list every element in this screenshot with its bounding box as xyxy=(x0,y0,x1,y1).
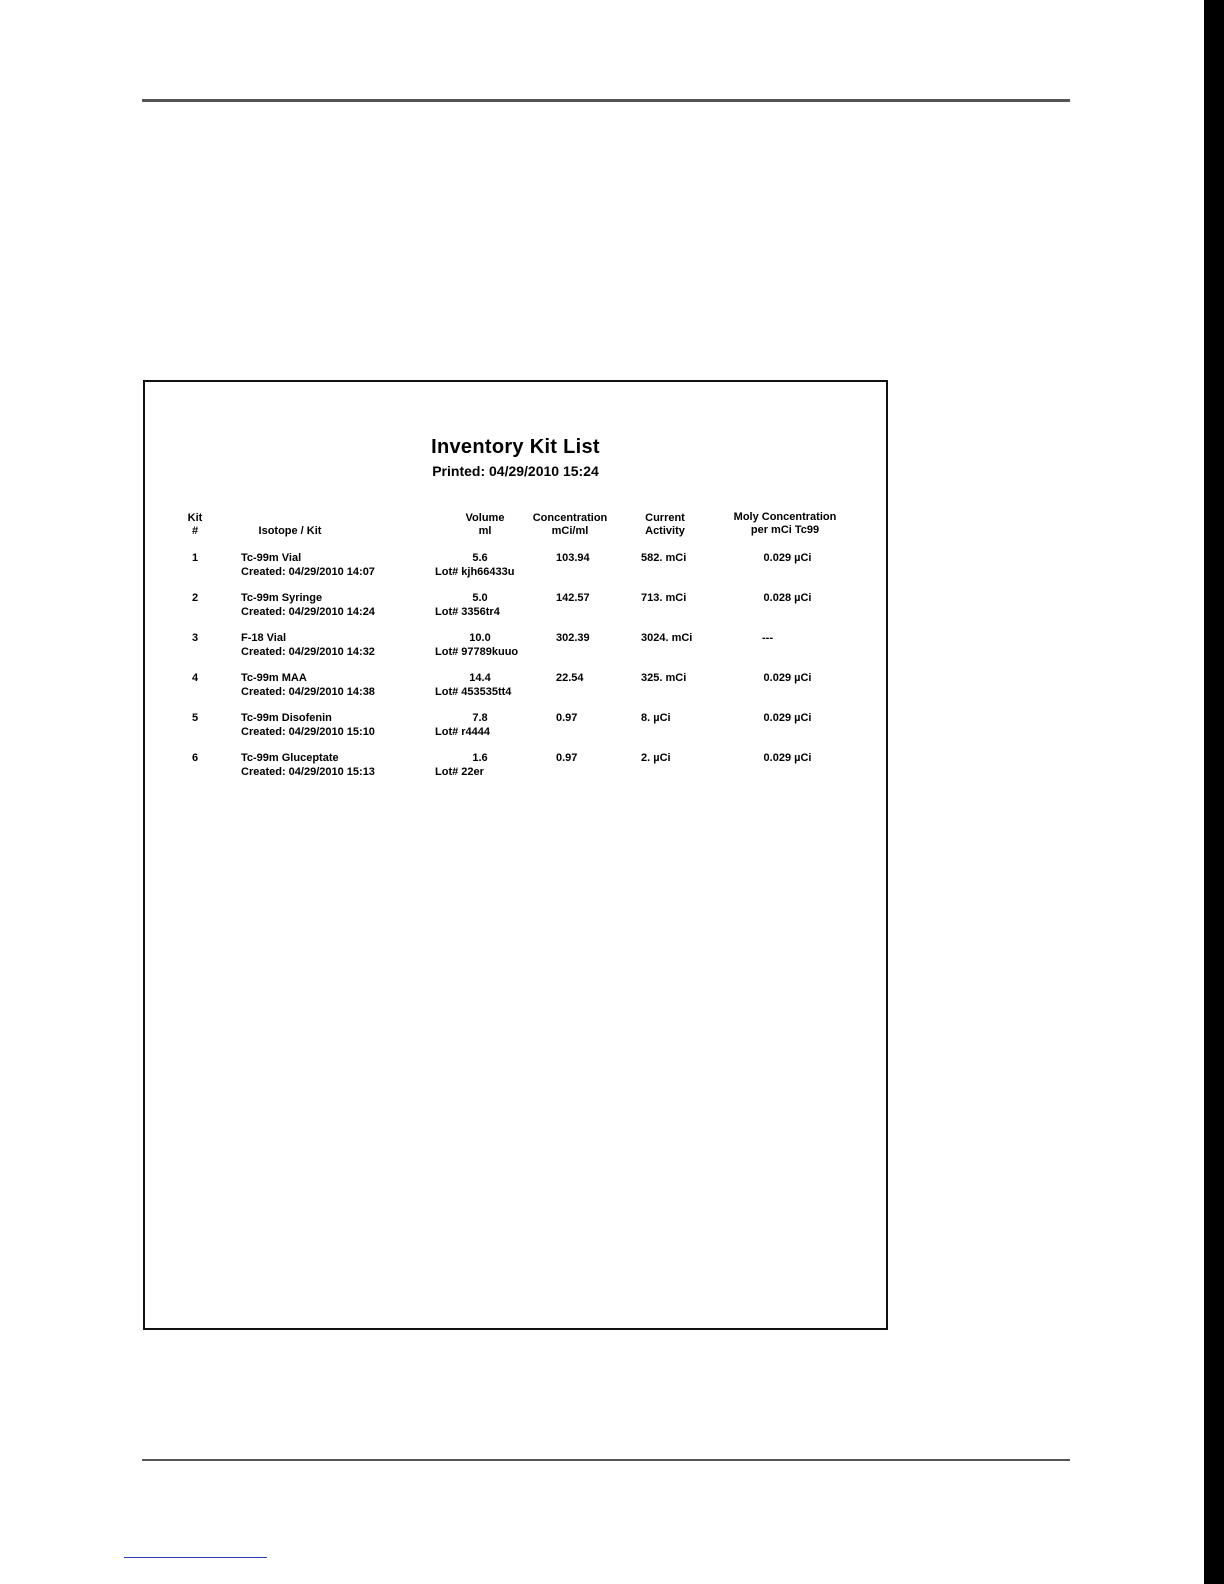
row-3-created: Created: 04/29/2010 14:32 xyxy=(241,646,375,658)
row-4-created: Created: 04/29/2010 14:38 xyxy=(241,686,375,698)
header-current-activity xyxy=(625,512,705,538)
header-kit-line1: Kit xyxy=(187,512,203,524)
header-kit-line2: # xyxy=(191,525,199,537)
row-4-volume: 14.4 xyxy=(469,672,491,684)
row-2-kit-number: 2 xyxy=(191,592,199,604)
row-3-moly: --- xyxy=(762,632,773,644)
row-6-activity: 2. µCi xyxy=(641,752,671,764)
row-6-lot: Lot# 22er xyxy=(435,766,484,778)
row-5-created: Created: 04/29/2010 15:10 xyxy=(241,726,375,738)
printed-timestamp: Printed: 04/29/2010 15:24 xyxy=(432,463,599,479)
row-5-activity: 8. µCi xyxy=(641,712,671,724)
row-5-kit-name: Tc-99m Disofenin xyxy=(241,712,332,724)
row-1-kit-number: 1 xyxy=(191,552,199,564)
row-2-activity: 713. mCi xyxy=(641,592,687,604)
row-3-volume: 10.0 xyxy=(469,632,491,644)
header-moly-concentration xyxy=(720,511,850,537)
page-edge-bar xyxy=(1204,0,1224,1584)
row-6-kit-name: Tc-99m Gluceptate xyxy=(241,752,339,764)
row-3-kit-number: 3 xyxy=(191,632,199,644)
row-2-concentration: 142.57 xyxy=(556,592,590,604)
row-1-created: Created: 04/29/2010 14:07 xyxy=(241,566,375,578)
header-volume-line1: Volume xyxy=(465,512,505,524)
row-3-concentration: 302.39 xyxy=(556,632,590,644)
header-conc-line1: Concentration xyxy=(532,512,608,524)
row-2-lot: Lot# 3356tr4 xyxy=(435,606,500,618)
row-6-concentration: 0.97 xyxy=(556,752,578,764)
header-volume-line2: ml xyxy=(478,525,492,537)
row-6-created: Created: 04/29/2010 15:13 xyxy=(241,766,375,778)
inventory-printout xyxy=(143,380,888,1330)
row-1-moly: 0.029 µCi xyxy=(763,552,812,564)
header-conc-line2: mCi/ml xyxy=(551,525,589,537)
row-1-volume: 5.6 xyxy=(472,552,488,564)
row-2-volume: 5.0 xyxy=(472,592,488,604)
header-activity-line2: Activity xyxy=(645,525,685,537)
row-1-concentration: 103.94 xyxy=(556,552,590,564)
row-6-kit-number: 6 xyxy=(191,752,199,764)
header-kit-number xyxy=(175,512,215,538)
row-4-lot: Lot# 453535tt4 xyxy=(435,686,512,698)
header-moly-line2: per mCi Tc99 xyxy=(750,524,820,536)
report-title: Inventory Kit List xyxy=(431,436,600,458)
row-3-activity: 3024. mCi xyxy=(641,632,693,644)
row-2-kit-name: Tc-99m Syringe xyxy=(241,592,323,604)
row-5-concentration: 0.97 xyxy=(556,712,578,724)
row-6-volume: 1.6 xyxy=(472,752,488,764)
row-2-moly: 0.028 µCi xyxy=(763,592,812,604)
footer-rule xyxy=(142,1459,1070,1461)
row-4-moly: 0.029 µCi xyxy=(763,672,812,684)
header-concentration xyxy=(520,512,620,538)
row-2-created: Created: 04/29/2010 14:24 xyxy=(241,606,375,618)
row-1-activity: 582. mCi xyxy=(641,552,687,564)
header-activity-line1: Current xyxy=(645,512,685,524)
row-5-moly: 0.029 µCi xyxy=(763,712,812,724)
row-4-concentration: 22.54 xyxy=(556,672,584,684)
header-moly-line1: Moly Concentration xyxy=(733,511,837,523)
header-volume xyxy=(450,512,520,538)
footer-link-underline[interactable] xyxy=(124,1557,267,1558)
header-isotope-kit xyxy=(235,525,345,538)
row-5-kit-number: 5 xyxy=(191,712,199,724)
row-5-volume: 7.8 xyxy=(472,712,488,724)
row-5-lot: Lot# r4444 xyxy=(435,726,491,738)
row-6-moly: 0.029 µCi xyxy=(763,752,812,764)
row-1-kit-name: Tc-99m Vial xyxy=(241,552,302,564)
row-3-kit-name: F-18 Vial xyxy=(241,632,287,644)
row-1-lot: Lot# kjh66433u xyxy=(435,566,515,578)
row-4-kit-name: Tc-99m MAA xyxy=(241,672,307,684)
header-isotope-label: Isotope / Kit xyxy=(258,525,322,537)
header-rule xyxy=(142,99,1070,102)
row-3-lot: Lot# 97789kuuo xyxy=(435,646,519,658)
row-4-kit-number: 4 xyxy=(191,672,199,684)
row-4-activity: 325. mCi xyxy=(641,672,687,684)
